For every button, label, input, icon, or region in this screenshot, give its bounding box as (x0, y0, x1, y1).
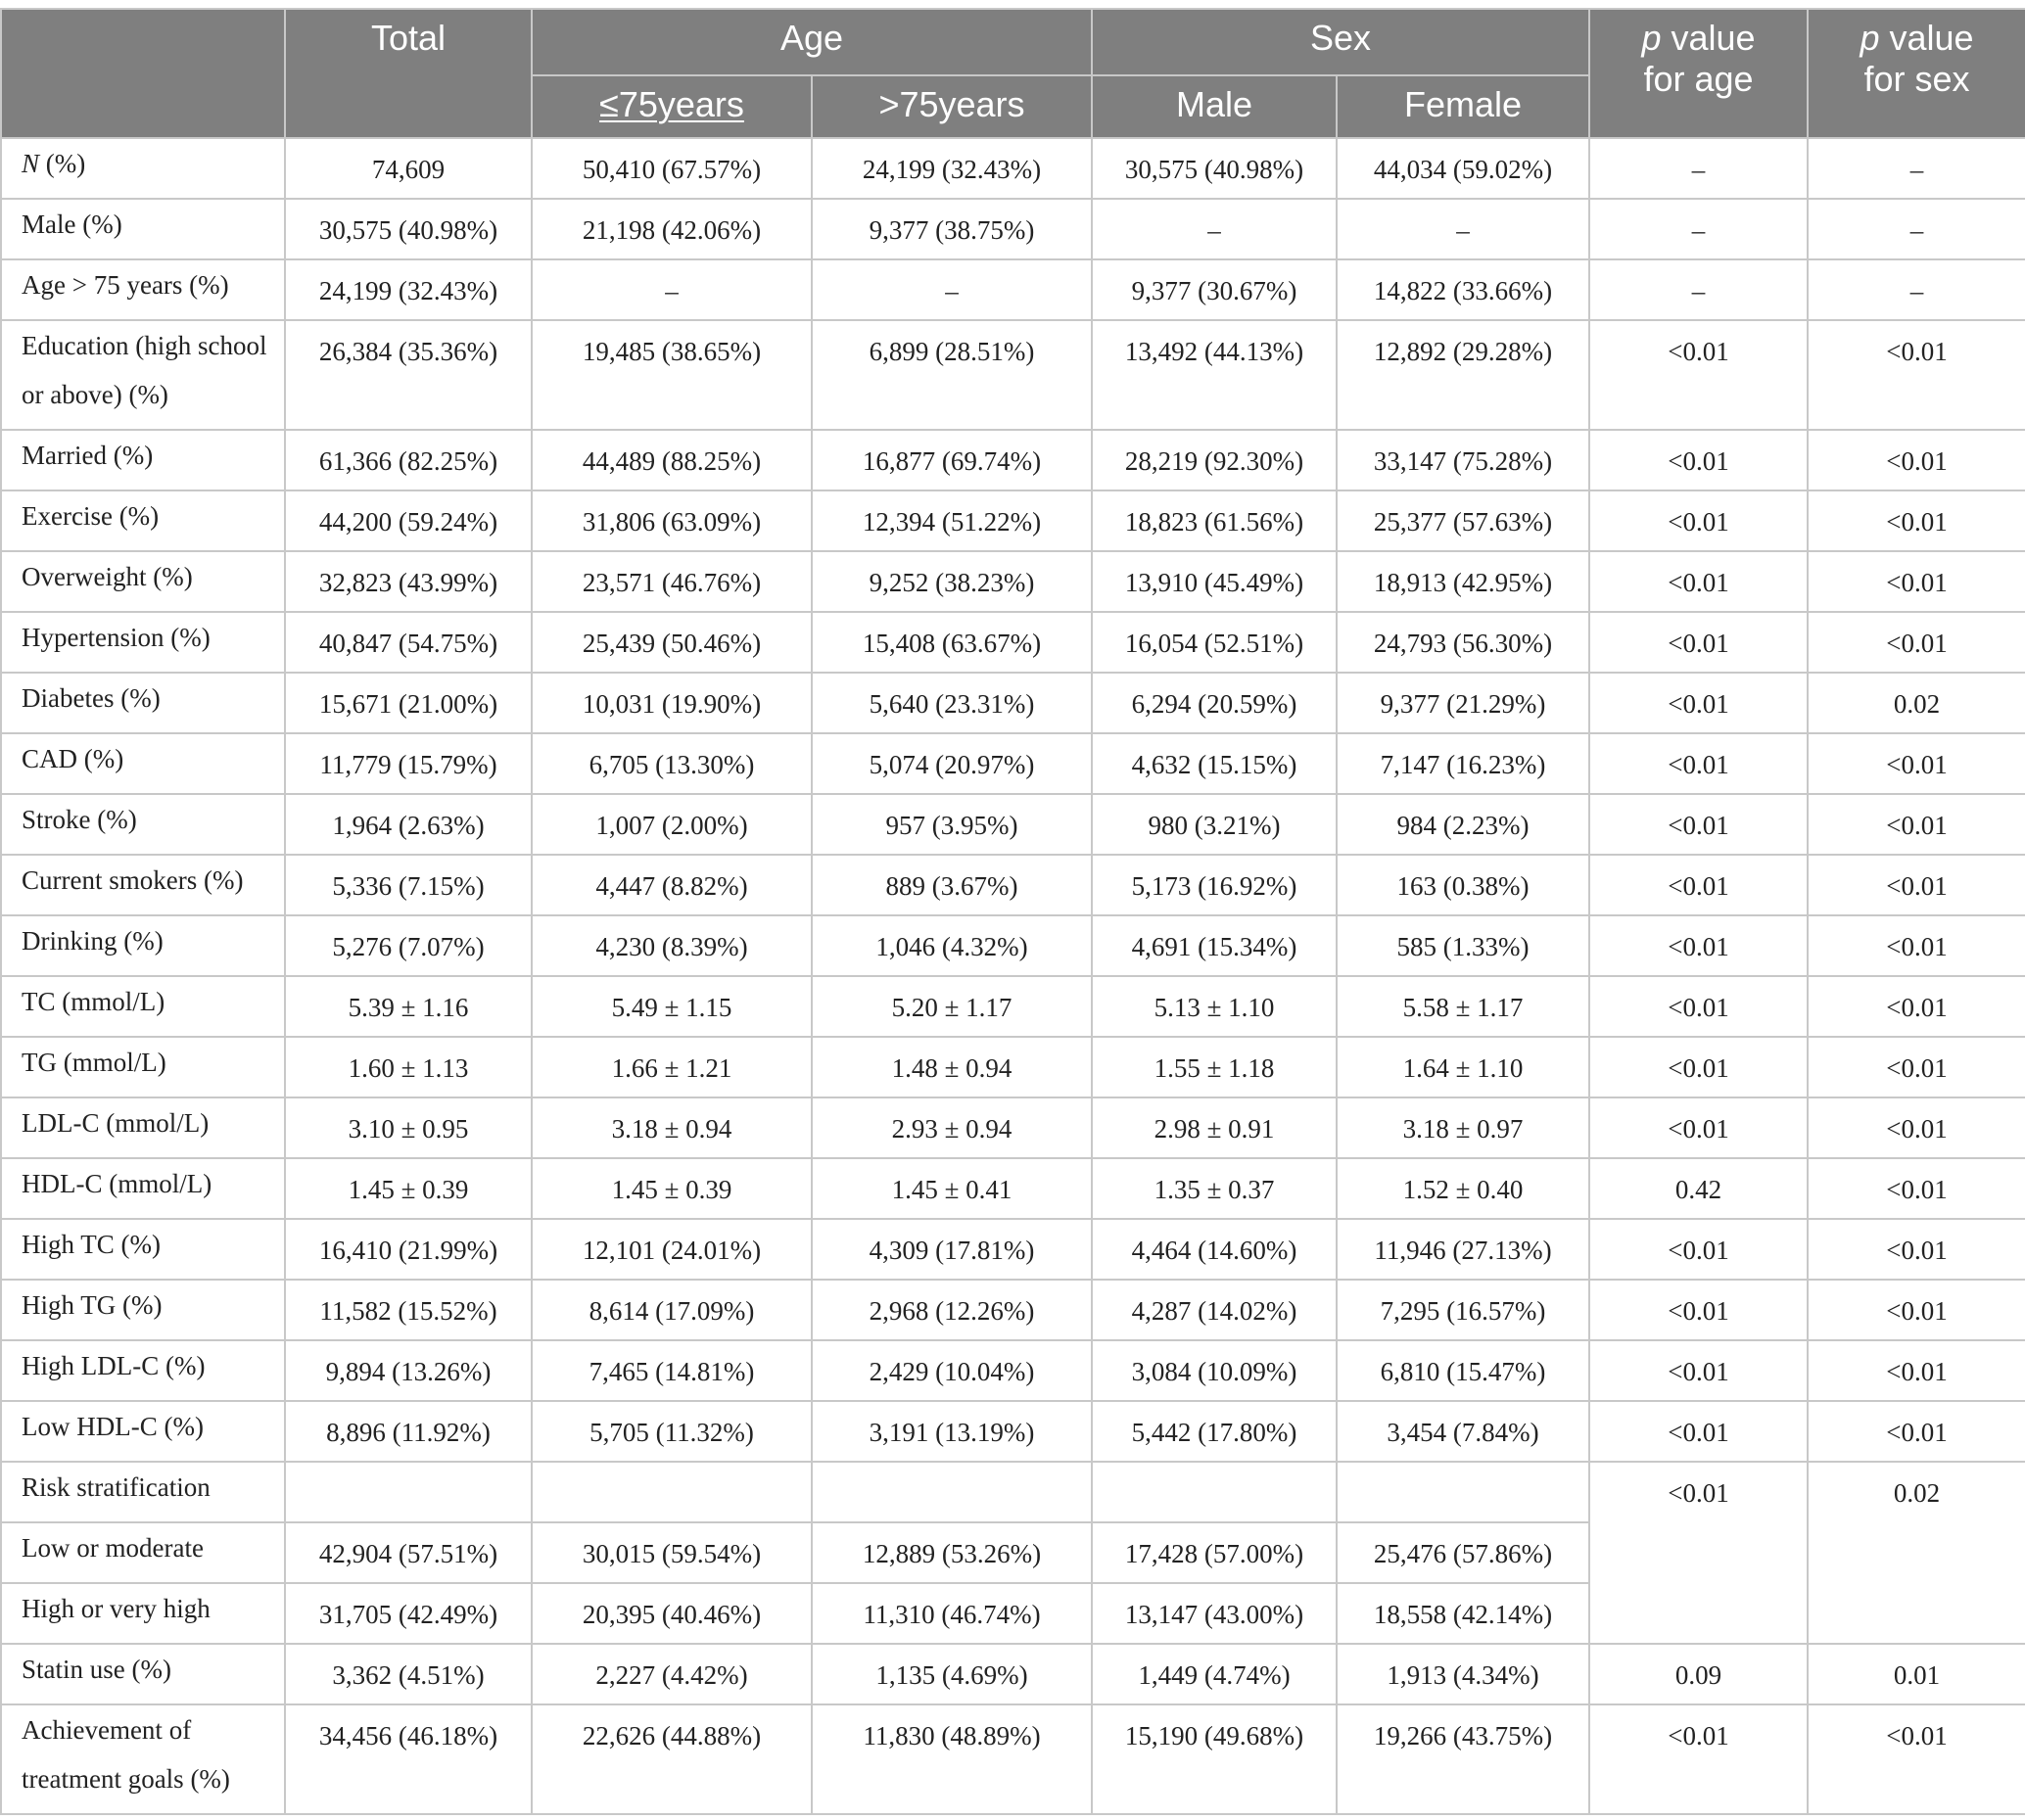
cell-age-le: 20,395 (40.46%) (532, 1583, 812, 1644)
table-row (1, 1037, 2025, 1097)
cell-p-sex: <0.01 (1808, 1158, 2025, 1219)
header-age: Age (532, 9, 1092, 75)
cell-age-gt: 1.48 ± 0.94 (812, 1037, 1092, 1097)
row-label: LDL-C (mmol/L) (1, 1097, 285, 1158)
cell-p-age: <0.01 (1589, 1280, 1808, 1340)
table-row (1, 1704, 2025, 1814)
cell-total: 3.10 ± 0.95 (285, 1097, 532, 1158)
cell-age-gt: 16,877 (69.74%) (812, 430, 1092, 490)
cell-p-age: <0.01 (1589, 1037, 1808, 1097)
table-row (1, 490, 2025, 551)
cell-p-sex: 0.02 (1808, 1462, 2025, 1644)
table-row (1, 673, 2025, 733)
cell-p-age: – (1589, 138, 1808, 199)
cell-age-le: 1,007 (2.00%) (532, 794, 812, 855)
cell-p-sex: <0.01 (1808, 430, 2025, 490)
empty-cell (812, 1462, 1092, 1522)
table-row (1, 138, 2025, 199)
cell-age-gt: 6,899 (28.51%) (812, 320, 1092, 430)
cell-age-gt: 1,046 (4.32%) (812, 915, 1092, 976)
cell-male: 1,449 (4.74%) (1092, 1644, 1337, 1704)
cell-age-gt: 5.20 ± 1.17 (812, 976, 1092, 1037)
cell-male: 1.55 ± 1.18 (1092, 1037, 1337, 1097)
cell-age-le: 44,489 (88.25%) (532, 430, 812, 490)
cell-total: 11,582 (15.52%) (285, 1280, 532, 1340)
cell-p-age: – (1589, 199, 1808, 259)
cell-age-le: 1.45 ± 0.39 (532, 1158, 812, 1219)
cell-age-gt: 5,640 (23.31%) (812, 673, 1092, 733)
cell-p-age: <0.01 (1589, 430, 1808, 490)
row-label: Drinking (%) (1, 915, 285, 976)
cell-age-gt: 15,408 (63.67%) (812, 612, 1092, 673)
cell-age-le: 4,447 (8.82%) (532, 855, 812, 915)
row-label: High LDL-C (%) (1, 1340, 285, 1401)
cell-p-age: <0.01 (1589, 673, 1808, 733)
row-label-italic: N (22, 149, 40, 178)
p-age-line1: value (1671, 18, 1756, 58)
row-label: Low HDL-C (%) (1, 1401, 285, 1462)
row-label: TG (mmol/L) (1, 1037, 285, 1097)
row-label: Married (%) (1, 430, 285, 490)
cell-total: 34,456 (46.18%) (285, 1704, 532, 1814)
table-header (1, 9, 2025, 138)
p-age-line2: for age (1643, 59, 1754, 99)
cell-age-gt: 2,429 (10.04%) (812, 1340, 1092, 1401)
cell-p-sex: <0.01 (1808, 490, 2025, 551)
cell-total: 74,609 (285, 138, 532, 199)
cell-male: 30,575 (40.98%) (1092, 138, 1337, 199)
table-row (1, 1280, 2025, 1340)
cell-total: 61,366 (82.25%) (285, 430, 532, 490)
cell-total: 26,384 (35.36%) (285, 320, 532, 430)
cell-p-sex: <0.01 (1808, 1280, 2025, 1340)
row-label: Exercise (%) (1, 490, 285, 551)
row-label: Age > 75 years (%) (1, 259, 285, 320)
p-sex-line1: value (1889, 18, 1974, 58)
cell-p-sex: <0.01 (1808, 1704, 2025, 1814)
cell-male: 13,910 (45.49%) (1092, 551, 1337, 612)
cell-female: 163 (0.38%) (1337, 855, 1589, 915)
row-label: Education (high school or above) (%) (1, 320, 285, 430)
row-label: Risk stratification (1, 1462, 285, 1522)
cell-age-le: 10,031 (19.90%) (532, 673, 812, 733)
cell-p-sex: <0.01 (1808, 1219, 2025, 1280)
cell-total: 15,671 (21.00%) (285, 673, 532, 733)
cell-age-gt: – (812, 259, 1092, 320)
cell-age-gt: 1,135 (4.69%) (812, 1644, 1092, 1704)
cell-female: 33,147 (75.28%) (1337, 430, 1589, 490)
cell-p-sex: <0.01 (1808, 976, 2025, 1037)
cell-female: 24,793 (56.30%) (1337, 612, 1589, 673)
cell-male: 16,054 (52.51%) (1092, 612, 1337, 673)
cell-age-gt: 889 (3.67%) (812, 855, 1092, 915)
cell-p-sex: <0.01 (1808, 794, 2025, 855)
cell-age-le: 31,806 (63.09%) (532, 490, 812, 551)
row-label: Diabetes (%) (1, 673, 285, 733)
cell-p-sex: <0.01 (1808, 320, 2025, 430)
cell-age-gt: 2.93 ± 0.94 (812, 1097, 1092, 1158)
cell-male: 9,377 (30.67%) (1092, 259, 1337, 320)
cell-female: 44,034 (59.02%) (1337, 138, 1589, 199)
cell-p-sex: <0.01 (1808, 1401, 2025, 1462)
cell-male: 17,428 (57.00%) (1092, 1522, 1337, 1583)
row-label: High TG (%) (1, 1280, 285, 1340)
cell-age-gt: 12,889 (53.26%) (812, 1522, 1092, 1583)
cell-p-age: <0.01 (1589, 1097, 1808, 1158)
cell-age-gt: 9,377 (38.75%) (812, 199, 1092, 259)
cell-p-age: <0.01 (1589, 855, 1808, 915)
cell-male: 5.13 ± 1.10 (1092, 976, 1337, 1037)
cell-female: 1,913 (4.34%) (1337, 1644, 1589, 1704)
cell-age-gt: 11,310 (46.74%) (812, 1583, 1092, 1644)
cell-female: 984 (2.23%) (1337, 794, 1589, 855)
cell-female: 5.58 ± 1.17 (1337, 976, 1589, 1037)
cell-p-sex: – (1808, 259, 2025, 320)
p-sex-line2: for sex (1863, 59, 1970, 99)
cell-female: 11,946 (27.13%) (1337, 1219, 1589, 1280)
cell-age-le: 7,465 (14.81%) (532, 1340, 812, 1401)
table-row (1, 430, 2025, 490)
cell-age-gt: 1.45 ± 0.41 (812, 1158, 1092, 1219)
cell-age-gt: 2,968 (12.26%) (812, 1280, 1092, 1340)
cell-female: 19,266 (43.75%) (1337, 1704, 1589, 1814)
cell-male: 2.98 ± 0.91 (1092, 1097, 1337, 1158)
table-row (1, 1158, 2025, 1219)
cell-age-gt: 12,394 (51.22%) (812, 490, 1092, 551)
table-row (1, 915, 2025, 976)
row-label: CAD (%) (1, 733, 285, 794)
cell-p-age: <0.01 (1589, 1340, 1808, 1401)
cell-age-gt: 5,074 (20.97%) (812, 733, 1092, 794)
cell-total: 5.39 ± 1.16 (285, 976, 532, 1037)
cell-p-age: <0.01 (1589, 551, 1808, 612)
cell-female: 14,822 (33.66%) (1337, 259, 1589, 320)
cell-p-sex: – (1808, 199, 2025, 259)
cell-male: – (1092, 199, 1337, 259)
cell-age-le: 5.49 ± 1.15 (532, 976, 812, 1037)
cell-age-le: 19,485 (38.65%) (532, 320, 812, 430)
cell-female: 3,454 (7.84%) (1337, 1401, 1589, 1462)
cell-p-age: <0.01 (1589, 1401, 1808, 1462)
cell-total: 24,199 (32.43%) (285, 259, 532, 320)
cell-male: 4,287 (14.02%) (1092, 1280, 1337, 1340)
cell-total: 1.60 ± 1.13 (285, 1037, 532, 1097)
cell-age-le: 25,439 (50.46%) (532, 612, 812, 673)
cell-age-le: 50,410 (67.57%) (532, 138, 812, 199)
cell-age-le: 4,230 (8.39%) (532, 915, 812, 976)
header-age-gt75: >75years (812, 75, 1092, 138)
row-label: Statin use (%) (1, 1644, 285, 1704)
table-row (1, 551, 2025, 612)
empty-cell (532, 1462, 812, 1522)
cell-female: 3.18 ± 0.97 (1337, 1097, 1589, 1158)
table-row (1, 1644, 2025, 1704)
table-row (1, 1340, 2025, 1401)
cell-total: 16,410 (21.99%) (285, 1219, 532, 1280)
cell-total: 5,276 (7.07%) (285, 915, 532, 976)
cell-p-age: <0.01 (1589, 320, 1808, 430)
table-row (1, 259, 2025, 320)
row-label (1, 138, 285, 199)
cell-p-sex: <0.01 (1808, 612, 2025, 673)
cell-total: 32,823 (43.99%) (285, 551, 532, 612)
cell-male: 13,492 (44.13%) (1092, 320, 1337, 430)
cell-male: 15,190 (49.68%) (1092, 1704, 1337, 1814)
cell-p-age: <0.01 (1589, 612, 1808, 673)
table-row (1, 855, 2025, 915)
cell-p-age: <0.01 (1589, 915, 1808, 976)
cell-female: – (1337, 199, 1589, 259)
cell-male: 1.35 ± 0.37 (1092, 1158, 1337, 1219)
cell-total: 42,904 (57.51%) (285, 1522, 532, 1583)
cell-age-le: 23,571 (46.76%) (532, 551, 812, 612)
cell-p-sex: <0.01 (1808, 1340, 2025, 1401)
cell-p-age: – (1589, 259, 1808, 320)
cell-total: 11,779 (15.79%) (285, 733, 532, 794)
cell-male: 5,442 (17.80%) (1092, 1401, 1337, 1462)
cell-total: 1.45 ± 0.39 (285, 1158, 532, 1219)
empty-cell (1337, 1462, 1589, 1522)
cell-p-age: 0.09 (1589, 1644, 1808, 1704)
cell-age-gt: 3,191 (13.19%) (812, 1401, 1092, 1462)
cell-p-sex: <0.01 (1808, 855, 2025, 915)
cell-total: 9,894 (13.26%) (285, 1340, 532, 1401)
cell-age-le: 6,705 (13.30%) (532, 733, 812, 794)
cell-total: 8,896 (11.92%) (285, 1401, 532, 1462)
cell-age-gt: 4,309 (17.81%) (812, 1219, 1092, 1280)
cell-male: 13,147 (43.00%) (1092, 1583, 1337, 1644)
cell-p-sex: <0.01 (1808, 733, 2025, 794)
cell-age-le: 30,015 (59.54%) (532, 1522, 812, 1583)
cell-female: 1.52 ± 0.40 (1337, 1158, 1589, 1219)
header-p-value-age (1589, 9, 1808, 138)
cell-age-gt: 957 (3.95%) (812, 794, 1092, 855)
cell-p-age: <0.01 (1589, 1219, 1808, 1280)
cell-p-sex: 0.02 (1808, 673, 2025, 733)
cell-male: 980 (3.21%) (1092, 794, 1337, 855)
header-total: Total (285, 9, 532, 138)
cell-age-le: 12,101 (24.01%) (532, 1219, 812, 1280)
table-body (1, 138, 2025, 1814)
empty-cell (285, 1462, 532, 1522)
p-letter: p (1860, 18, 1880, 58)
row-label: Current smokers (%) (1, 855, 285, 915)
cell-age-le: 21,198 (42.06%) (532, 199, 812, 259)
baseline-characteristics-table (0, 8, 2025, 1815)
cell-total: 44,200 (59.24%) (285, 490, 532, 551)
table-row-risk-stratification (1, 1462, 2025, 1522)
cell-p-sex: 0.01 (1808, 1644, 2025, 1704)
cell-male: 4,464 (14.60%) (1092, 1219, 1337, 1280)
cell-total: 5,336 (7.15%) (285, 855, 532, 915)
cell-age-le: 2,227 (4.42%) (532, 1644, 812, 1704)
cell-p-sex: <0.01 (1808, 1037, 2025, 1097)
row-label-text: (%) (39, 149, 86, 178)
table-row (1, 320, 2025, 430)
cell-total: 1,964 (2.63%) (285, 794, 532, 855)
cell-age-le: 22,626 (44.88%) (532, 1704, 812, 1814)
table-row (1, 1219, 2025, 1280)
cell-age-gt: 11,830 (48.89%) (812, 1704, 1092, 1814)
table-row (1, 733, 2025, 794)
cell-age-le: 5,705 (11.32%) (532, 1401, 812, 1462)
cell-male: 18,823 (61.56%) (1092, 490, 1337, 551)
row-label: High or very high (1, 1583, 285, 1644)
row-label: High TC (%) (1, 1219, 285, 1280)
cell-p-age: 0.42 (1589, 1158, 1808, 1219)
cell-age-le: 1.66 ± 1.21 (532, 1037, 812, 1097)
table-row (1, 794, 2025, 855)
cell-female: 12,892 (29.28%) (1337, 320, 1589, 430)
cell-p-sex: <0.01 (1808, 551, 2025, 612)
header-age-le75: ≤75years (532, 75, 812, 138)
cell-male: 3,084 (10.09%) (1092, 1340, 1337, 1401)
cell-total: 40,847 (54.75%) (285, 612, 532, 673)
cell-male: 5,173 (16.92%) (1092, 855, 1337, 915)
cell-p-sex: <0.01 (1808, 915, 2025, 976)
cell-total: 30,575 (40.98%) (285, 199, 532, 259)
header-p-value-sex (1808, 9, 2025, 138)
cell-female: 25,377 (57.63%) (1337, 490, 1589, 551)
cell-age-le: – (532, 259, 812, 320)
cell-age-gt: 24,199 (32.43%) (812, 138, 1092, 199)
header-female: Female (1337, 75, 1589, 138)
empty-cell (1092, 1462, 1337, 1522)
cell-male: 4,691 (15.34%) (1092, 915, 1337, 976)
cell-female: 9,377 (21.29%) (1337, 673, 1589, 733)
table-row (1, 976, 2025, 1037)
cell-female: 1.64 ± 1.10 (1337, 1037, 1589, 1097)
row-label: TC (mmol/L) (1, 976, 285, 1037)
table-row (1, 1097, 2025, 1158)
row-label: Hypertension (%) (1, 612, 285, 673)
cell-female: 585 (1.33%) (1337, 915, 1589, 976)
cell-p-age: <0.01 (1589, 490, 1808, 551)
cell-male: 6,294 (20.59%) (1092, 673, 1337, 733)
row-label: Stroke (%) (1, 794, 285, 855)
cell-p-age: <0.01 (1589, 794, 1808, 855)
row-label: Male (%) (1, 199, 285, 259)
cell-age-le: 3.18 ± 0.94 (532, 1097, 812, 1158)
cell-total: 31,705 (42.49%) (285, 1583, 532, 1644)
table-row (1, 199, 2025, 259)
cell-female: 7,147 (16.23%) (1337, 733, 1589, 794)
cell-p-sex: – (1808, 138, 2025, 199)
cell-p-age: <0.01 (1589, 733, 1808, 794)
cell-female: 18,913 (42.95%) (1337, 551, 1589, 612)
cell-p-age: <0.01 (1589, 976, 1808, 1037)
p-letter: p (1641, 18, 1662, 58)
table-row (1, 1401, 2025, 1462)
row-label: Achievement of treatment goals (%) (1, 1704, 285, 1814)
header-sex: Sex (1092, 9, 1589, 75)
row-label: Low or moderate (1, 1522, 285, 1583)
row-label: Overweight (%) (1, 551, 285, 612)
cell-male: 4,632 (15.15%) (1092, 733, 1337, 794)
cell-age-gt: 9,252 (38.23%) (812, 551, 1092, 612)
cell-total: 3,362 (4.51%) (285, 1644, 532, 1704)
cell-female: 18,558 (42.14%) (1337, 1583, 1589, 1644)
cell-age-le: 8,614 (17.09%) (532, 1280, 812, 1340)
cell-p-age: <0.01 (1589, 1704, 1808, 1814)
table-row (1, 612, 2025, 673)
cell-p-age: <0.01 (1589, 1462, 1808, 1644)
cell-p-sex: <0.01 (1808, 1097, 2025, 1158)
header-empty-cell (1, 9, 285, 138)
cell-female: 7,295 (16.57%) (1337, 1280, 1589, 1340)
cell-male: 28,219 (92.30%) (1092, 430, 1337, 490)
row-label: HDL-C (mmol/L) (1, 1158, 285, 1219)
cell-female: 6,810 (15.47%) (1337, 1340, 1589, 1401)
header-male: Male (1092, 75, 1337, 138)
cell-female: 25,476 (57.86%) (1337, 1522, 1589, 1583)
